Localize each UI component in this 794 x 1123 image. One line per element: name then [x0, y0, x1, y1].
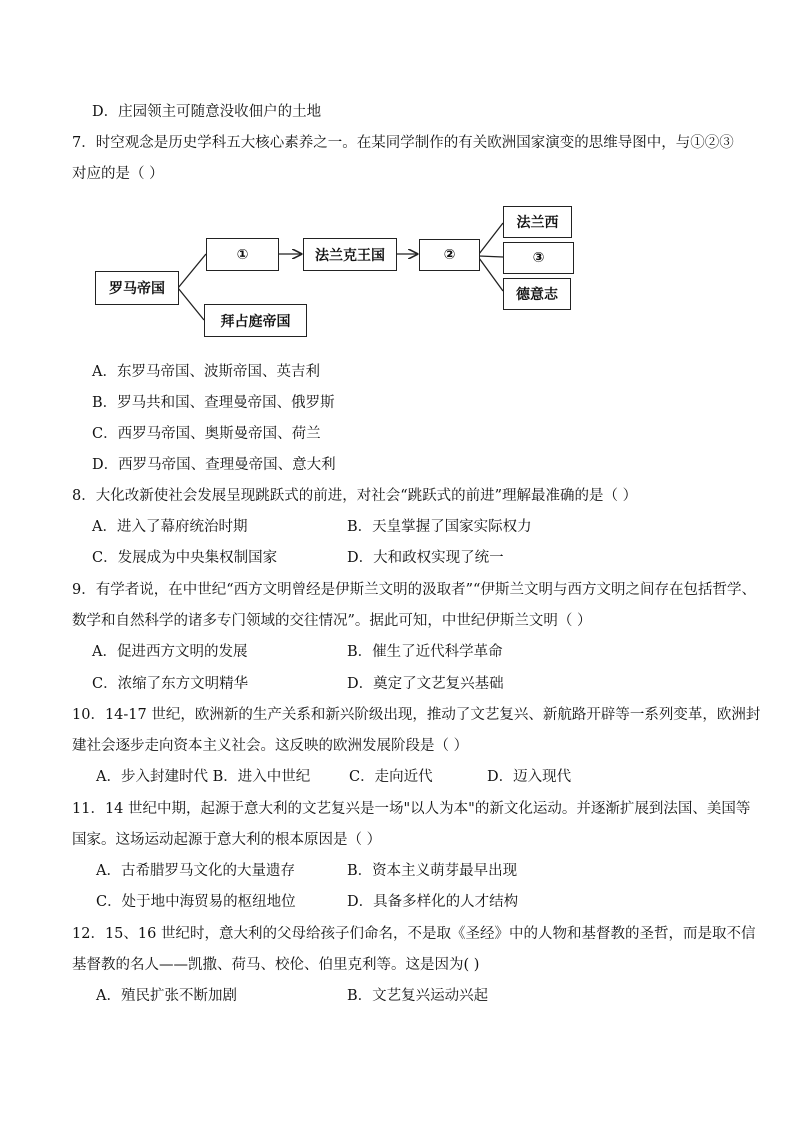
- q10-option-c: C．走向近代: [349, 769, 433, 785]
- q11-option-c: C．处于地中海贸易的枢纽地位: [96, 894, 296, 910]
- q12-stem-line1: 12．15、16 世纪时，意大利的父母给孩子们命名，不是取《圣经》中的人物和基督教的圣哲，而是取不信: [72, 926, 756, 942]
- q7-stem-line2: 对应的是（ ）: [72, 166, 164, 182]
- q8-option-b: B．天皇掌握了国家实际权力: [347, 519, 532, 535]
- line-rome-to-byzantine: [178, 288, 204, 320]
- q9-option-b: B．催生了近代科学革命: [347, 644, 503, 660]
- q11-stem-line1: 11．14 世纪中期，起源于意大利的文艺复兴是一场"以人为本"的新文化运动。并逐渐扩展到法国、美国等: [72, 801, 751, 817]
- q12-option-b: B．文艺复兴运动兴起: [347, 988, 489, 1004]
- q12-stem-line2: 基督教的名人——凯撒、荷马、校伦、伯里克利等。这是因为( ): [72, 957, 480, 973]
- q11-option-d: D．具备多样化的人才结构: [347, 894, 519, 910]
- q8-option-d: D．大和政权实现了统一: [347, 550, 504, 566]
- q7-option-a: A．东罗马帝国、波斯帝国、英吉利: [92, 364, 320, 380]
- node-roman-empire: 罗马帝国: [95, 271, 179, 305]
- line-slot2-to-germany: [479, 258, 503, 291]
- q6-option-d: D．庄园领主可随意没收佃户的土地: [92, 104, 322, 120]
- q9-stem-line1: 9．有学者说，在中世纪“西方文明曾经是伊斯兰文明的汲取者”“伊斯兰文明与西方文明之间存在包括哲学、: [72, 582, 756, 598]
- q9-option-d: D．奠定了文艺复兴基础: [347, 676, 504, 692]
- q11-option-b: B．资本主义萌芽最早出现: [347, 863, 518, 879]
- q10-stem-line2: 建社会逐步走向资本主义社会。这反映的欧洲发展阶段是（ ）: [72, 738, 469, 754]
- q9-option-c: C．浓缩了东方文明精华: [92, 676, 249, 692]
- q9-stem-line2: 数学和自然科学的诸多专门领域的交往情况”。据此可知，中世纪伊斯兰文明（ ）: [72, 613, 592, 629]
- line-slot2-to-slot3: [479, 256, 503, 257]
- line-slot2-to-france: [479, 223, 503, 254]
- q8-option-c: C．发展成为中央集权制国家: [92, 550, 278, 566]
- q7-option-b: B．罗马共和国、查理曼帝国、俄罗斯: [92, 395, 335, 411]
- q11-option-a: A．古希腊罗马文化的大量遗存: [96, 863, 295, 879]
- line-rome-to-slot1: [178, 254, 206, 288]
- node-slot-2: ②: [419, 239, 480, 271]
- node-slot-3: ③: [503, 242, 574, 274]
- q7-stem-line1: 7．时空观念是历史学科五大核心素养之一。在某同学制作的有关欧洲国家演变的思维导图中，与①②③: [72, 135, 734, 151]
- q10-options-ab: A．步入封建时代 B．进入中世纪: [96, 769, 311, 785]
- node-germany: 德意志: [503, 278, 571, 310]
- q10-option-d: D．迈入现代: [487, 769, 572, 785]
- q7-option-d: D．西罗马帝国、查理曼帝国、意大利: [92, 457, 336, 473]
- q9-option-a: A．促进西方文明的发展: [92, 644, 248, 660]
- q10-stem-line1: 10．14-17 世纪，欧洲新的生产关系和新兴阶级出现，推动了文艺复兴、新航路开辟等一系列变革，欧洲封: [72, 707, 761, 723]
- q7-option-c: C．西罗马帝国、奥斯曼帝国、荷兰: [92, 426, 321, 442]
- q11-stem-line2: 国家。这场运动起源于意大利的根本原因是（ ）: [72, 832, 382, 848]
- node-byzantine-empire: 拜占庭帝国: [204, 304, 307, 337]
- q8-stem: 8．大化改新使社会发展呈现跳跃式的前进，对社会“跳跃式的前进”理解最准确的是（ ）: [72, 488, 638, 504]
- node-frankish-kingdom: 法兰克王国: [303, 238, 397, 271]
- q12-option-a: A．殖民扩张不断加剧: [96, 988, 237, 1004]
- node-slot-1: ①: [206, 238, 279, 271]
- node-france: 法兰西: [503, 206, 572, 238]
- q8-option-a: A．进入了幕府统治时期: [92, 519, 248, 535]
